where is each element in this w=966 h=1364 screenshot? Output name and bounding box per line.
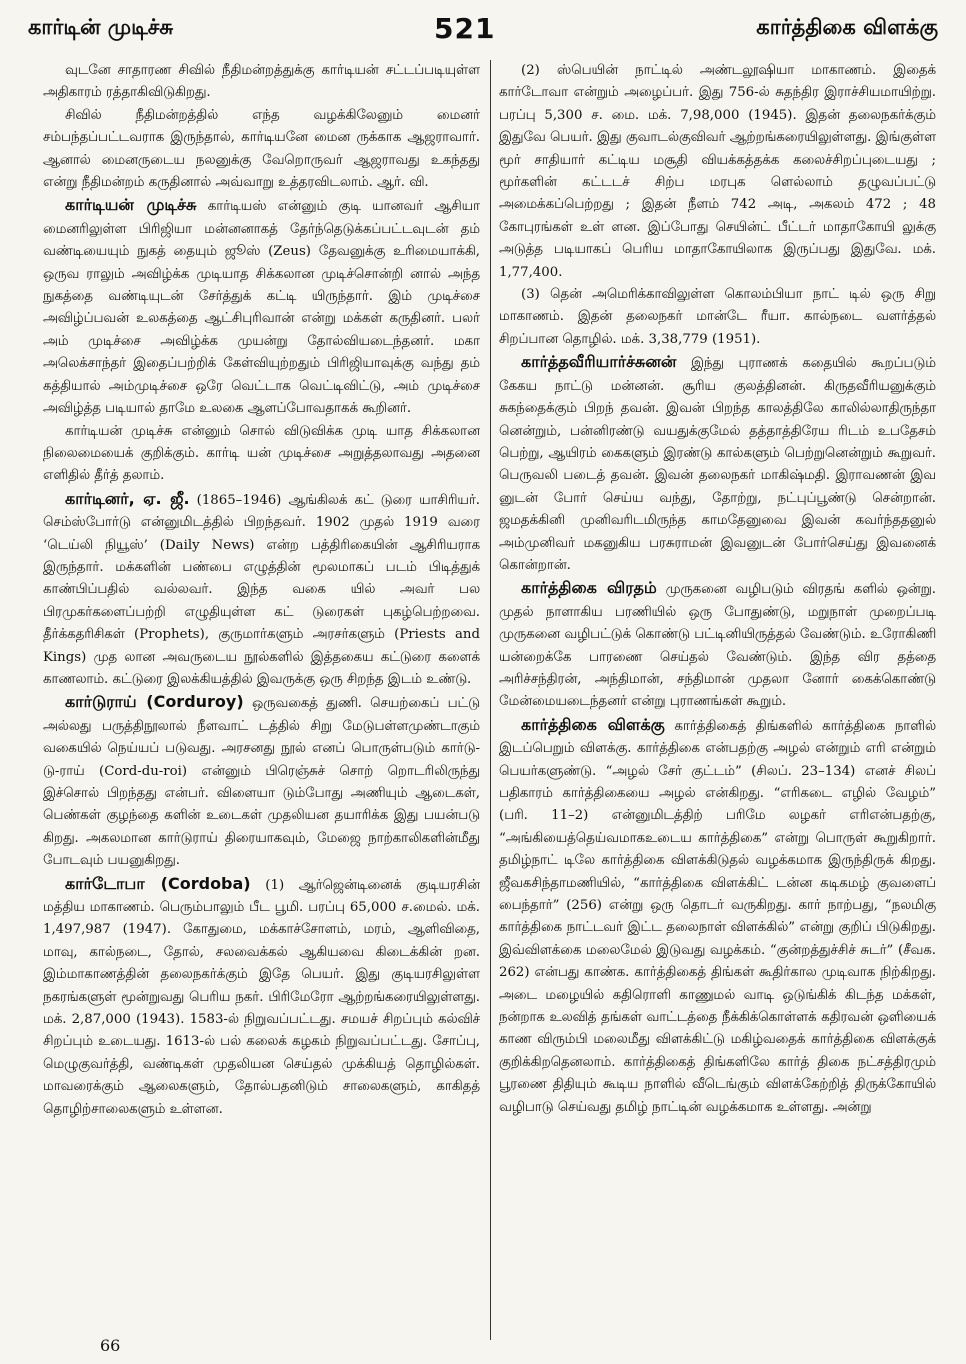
entry-headword: கார்டியன் முடிச்சு [65,195,197,215]
running-head-left: கார்டின் முடிச்சு [28,14,174,39]
page-number: 521 [433,11,496,45]
entry [43,873,480,1121]
entry-body: கார்த்திகைத் திங்களில் கார்த்திகை நாளில் இடப்பெறும் விளக்கு. கார்த்திகை என்பதற்கு அழல் என்றும் எரி என்றும் பெயர்களுண்டு. “அழல் சேர் குட்டம்” (சிலப். 23–134) எனச் சிலப் பதிகாரம் கார்த்திகையை அழல் என்கிறது. “எரிகடை எழில் வேழம்” (பரி. 11–2) என்னுமிடத்திற் பரிமே லழகர் எரிஎன்பதற்கு, “அங்கியைத்தெய்வமாகஉடைய கார்த்திகை” என்று பொருள் கூறுகிறார். தமிழ்நாட் டிலே கார்த்திகை விளக்கிடுதல் வழக்கமாக இருந்திருக் கிறது. ஜீவகசிந்தாமணியில், “கார்த்திகை விளக்கிட் டன்ன கடிகமழ் குவளைப் பைந்தார்” (256) என்று ஒரு தொடர் வருகிறது. கார் நாற்பது, “நலமிகு கார்த்திகை நாட்டவர் இட்ட தலைநாள் விளக்கில்” என்று குறிப் பிடுகிறது. இவ்விளக்கை மலைமேல் இடுவது வழக்கம். “குன்றத்துச்சிச் சுடர்” (சீவக. 262) என்பது காண்க. கார்த்திகைத் திங்கள் கூதிர்கால முடிவாக நிற்கிறது. அடை மழையில் கதிரொளி காணுமல் வாடி ஒடுங்கிக் கிடந்த மக்கள், நன்றாக உலவித் தங்கள் வாட்டத்தை நீக்கிக்கொள்ளக் கதிரவன் ஒளியைக் காண விரும்பி மலைமீது விளக்கிட்டு மகிழ்வதைக் கார்த்திகை விளக்குக் குறிக்கிறதெனலாம். கார்த்திகைத் திங்களிலே கார்த் திகை நட்சத்திரமும் பூரணை திதியும் கூடிய நாளில் வீடெங்கும் விளக்கேற்றித் திருக்கோயில் வழிபாடு செய்வது தமிழ் நாட்டின் வழக்கமாக உள்ளது. அன்று [499,718,936,1115]
entry-body: இந்து புராணக் கதையில் கூறப்படும் கேகய நாட்டு மன்னன். சூரிய குலத்தினன். கிருதவீரியனுக்கும் சுகந்தைக்கும் பிறந் தவன். இவன் பிறந்த காலத்திலே காலில்லாதிருந்தா னென்றும், பன்னிரண்டு வயதுக்குமேல் தத்தாத்திரேய ரிடம் உபதேசம் பெற்று, ஆயிரம் கைகளும் இரண்டு கால்களும் பெற்றுனென்றும் கூறுவர். பெருவலி படைத் தவன். இவன் தலைநகர் மாகிஷ்மதி. இராவணன் இவ னுடன் போர் செய்ய வந்து, தோற்று, நட்புப்பூண்டு சென்றான். ஜமதக்கினி முனிவரிடமிருந்த காமதேனுவை இவன் கவர்ந்ததனுல் அம்முனிவர் மகனுகிய பரசுராமன் இவனுடன் போர்செய்து இவனைக் கொன்றான். [499,356,936,573]
entry-headword: கார்த்திகை விளக்கு [521,714,665,734]
sheet-number: 66 [100,1336,121,1355]
entry [499,351,936,577]
entry-headword: கார்த்தவீரியார்ச்சுனன் [521,352,677,372]
entry-headword: கார்டோபா (Cordoba) [65,873,251,893]
entry-headword: கார்டினர், ஏ. ஜீ. [65,488,190,508]
paragraph: (2) ஸ்பெயின் நாட்டில் அண்டலூஷியா மாகாணம். இதைக் கார்டோவா என்றும் அழைப்பர். இது 756-ல் சுதந்திர இராச்சியமாயிற்று. பரப்பு 5,300 ச. மை. மக். 7,98,000 (1945). இதன் தலைநகர்க்கும் இதுவே பெயர். இது குவாடல்குவிவர் ஆற்றங்கரையிலுள்ளது. இங்குள்ள மூர் சாதியார் கட்டிய மசூதி வியக்கத்தக்க கலைச்சிறப்புடையது ; மூர்களின் கட்டடச் சிற்ப மரபுக ளெல்லாம் தழுவப்பட்டு அமைக்கப்பெற்றது ; இதன் நீளம் 742 அடி, அகலம் 472 ; 48 கோபுரங்கள் உள் ளன. இப்போது செயின்ட் பீட்டர் மாதாகோயி லுக்கு அடுத்த படியாகப் பெரிய மாதாகோயிலாக இருப்பது இதுவே. மக். 1,77,400. [499,63,936,280]
paragraph: சிவில் நீதிமன்றத்தில் எந்த வழக்கிலேனும் மைனர் சம்பந்தப்பட்டவராக இருந்தால், கார்டியனே மைன ருக்காக ஆஜராவார். ஆனால் மைனருடைய நலனுக்கு வேறொருவர் ஆஜராவது உகந்தது என்று நீதிமன்றம் கருதினால் அவ்வாறு உத்தரவிடலாம். ஆர். வி. [43,107,480,191]
entry-body: (1) ஆர்ஜென்டினைக் குடியரசின் மத்திய மாகாணம். பெரும்பாலும் பீட பூமி. பரப்பு 65,000 ச.மைல். மக். 1,497,987 (1947). கோதுமை, மக்காச்சோளம், மரம், ஆளிவிதை, மாவு, கால்நடை, தோல், சலவைக்கல் ஆகியவை கிடைக்கின் றன. இம்மாகாணத்தின் தலைநகர்க்கும் இதே பெயர். இது குடியரசிலுள்ள நகரங்களுள் மூன்றுவது பெரிய நகர். பிரிமேரோ ஆற்றங்கரையிலுள்ளது. மக். 2,87,000 (1943). 1583-ல் நிறுவப்பட்டது. சமயச் சிறப்பும் கல்விச் சிறப்பும் உடையது. 1613-ல் பல் கலைக் கழகம் நிறுவப்பட்டது. சோப்பு, மெழுகுவர்த்தி, வண்டிகள் முதலியன செய்தல் முக்கியத் தொழில்கள். மாவரைக்கும் ஆலைகளும், தோல்பதனிடும் சாலைகளும், காகிதத் தொழிற்சாலைகளும் உள்ளன. [43,877,480,1117]
running-head-right: கார்த்திகை விளக்கு [756,14,938,39]
entry [43,691,480,872]
left-column [43,60,480,1328]
entry [499,714,936,1119]
entry [43,488,480,692]
column-divider [490,60,491,1340]
entry-body: ஒருவகைத் துணி. செயற்கைப் பட்டு அல்லது பருத்திநூலால் நீளவாட் டத்தில் சிறு மேடுபள்ளமுண்டாகும் வகையில் நெய்யப் படுவது. அரசனது நூல் எனப் பொருள்படும் கார்டு-டு-ராய் (Cord-du-roi) என்னும் பிரெஞ்சுச் சொற் றொடரிலிருந்து இச்சொல் பிறந்தது என்பர். விளையா டும்போது அணியும் ஆடைகள், பெண்கள் குழந்தை களின் உடைகள் முதலியன தயாரிக்க இது பயன்படு கிறது. அகலமான கார்டுராய் திரையாகவும், மேஜை நாற்காலிகளின்மீது போடவும் பயனுகிறது. [43,696,480,869]
entry-body: கார்டியஸ் என்னும் குடி யானவர் ஆசியா மைனரிலுள்ள பிரிஜியா மன்னனாகத் தேர்ந்தெடுக்கப்பட்டவுடன் தம் வண்டியையும் நுகத் தையும் ஜூஸ் (Zeus) தேவனுக்கு உரிமையாக்கி, ஒருவ ராலும் அவிழ்க்க முடியாத சிக்கலான முடிச்சொன்றி னால் அந்த நுகத்தை வண்டியுடன் சேர்த்துக் கட்டி யிருந்தார். இம் முடிச்சை அவிழ்ப்பவன் உலகத்தை ஆட்சிபுரிவான் என்று மக்கள் கருதினர். பலர் அம் முடிச்சை அவிழ்க்க முயன்று தோல்வியடைந்தனர். மகா அலெக்சாந்தர் இதைப்பற்றிக் கேள்வியுற்றதும் பிரிஜியாவுக்கு வந்து தம் கத்தியால் அம்முடிச்சை ஒரே வெட்டாக வெட்டிவிட்டு, அம் முடிச்சை அவிழ்த்த படியால் தாமே உலகை ஆளப்போவதாகக் கூறினர். [43,199,480,417]
page-header [28,8,938,48]
entry-headword: கார்டுராய் (Corduroy) [65,692,244,712]
entry-headword: கார்த்திகை விரதம் [521,578,657,598]
right-column [499,60,936,1350]
paragraph: கார்டியன் முடிச்சு என்னும் சொல் விடுவிக்க முடி யாத சிக்கலான நிலைமையைக் குறிக்கும். கார்டி யன் முடிச்சை அறுத்தலாவது அதனை எளிதில் தீர்த் தலாம். [43,423,480,484]
paragraph: வுடனே சாதாரண சிவில் நீதிமன்றத்துக்கு கார்டியன் சட்டப்படியுள்ள அதிகாரம் ரத்தாகிவிடுகிறது. [43,63,480,101]
entry [43,194,480,420]
entry [499,577,936,713]
entry-body: (1865–1946) ஆங்கிலக் கட் டுரை யாசிரியர். செம்ஸ்போர்டு என்னுமிடத்தில் பிறந்தவர். 1902 முதல் 1919 வரை ‘டெய்லி நியூஸ்’ (Daily News) என்ற பத்திரிகையின் ஆசிரியராக இருந்தார். மக்களின் பண்பை எழுத்தின் மூலமாகப் படம் பிடித்துக் காண்பிப்பதில் வல்லவர். இந்த வகை யில் அவர் பல பிரமுகர்களைப்பற்றி எழுதியுள்ள கட் டுரைகள் புகழ்பெற்றவை. தீர்க்கதரிசிகள் (Prophets), குருமார்களும் அரசர்களும் (Priests and Kings) முத லான அவருடைய நூல்களில் இத்தகைய கட்டுரை களைக் காணலாம். கட்டுரை இலக்கியத்தில் இவருக்கு ஒரு சிறந்த இடம் உண்டு. [43,492,480,687]
entry-body: முருகனை வழிபடும் விரதங் களில் ஒன்று. முதல் நாளாகிய பரணியில் ஒரு போதுண்டு, மறுநாள் முறைப்படி முருகனை வழிபட்டுக் கொண்டு பட்டினியிருத்தல் வேண்டும். உரோகிணி யன்றைக்கே பாரணை செய்தல் வேண்டும். இந்த விர தத்தை அரிச்சந்திரன், அந்திமான், சந்திமான் முதலா னோர் கைக்கொண்டு மேன்மையடைந்தனர் என்று புராணங்கள் கூறும். [499,582,936,710]
paragraph: (3) தென் அமெரிக்காவிலுள்ள கொலம்பியா நாட் டில் ஒரு சிறு மாகாணம். இதன் தலைநகர் மான்டே ரீயா. கால்நடை வளர்த்தல் சிறப்பான தொழில். மக். 3,38,779 (1951). [499,287,936,347]
